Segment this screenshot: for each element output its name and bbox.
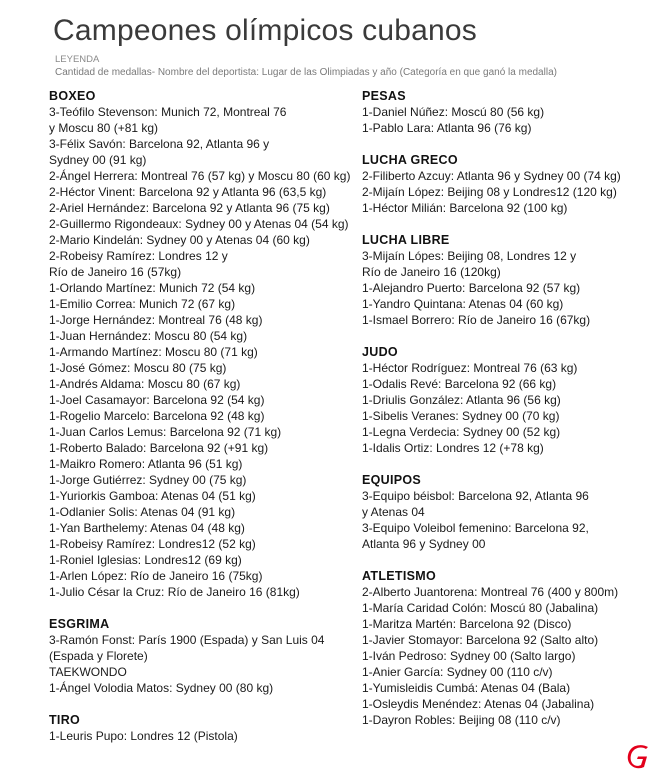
medal-entry: 1-Rogelio Marcelo: Barcelona 92 (48 kg) xyxy=(49,409,265,423)
medal-entry: 2-Mijaín López: Beijing 08 y Londres12 (120 kg) xyxy=(362,185,617,199)
section-heading: EQUIPOS xyxy=(362,473,422,487)
medal-entry: 1-Odalis Revé: Barcelona 92 (66 kg) xyxy=(362,377,557,391)
medal-entry: 3-Equipo Voleibol femenino: Barcelona 92, Atlanta 96 y Sydney 00 xyxy=(362,521,589,551)
medal-entry: 2-Filiberto Azcuy: Atlanta 96 y Sydney 00 (74 kg) xyxy=(362,169,621,183)
medal-entry: 2-Mario Kindelán: Sydney 00 y Atenas 04 (60 kg) xyxy=(49,233,310,247)
medal-entry: 1-José Gómez: Moscu 80 (75 kg) xyxy=(49,361,227,375)
medal-entry: 3-Ramón Fonst: París 1900 (Espada) y San Luis 04 (Espada y Florete) xyxy=(49,633,325,663)
medal-entry: 2-Ariel Hernández: Barcelona 92 y Atlanta 96 (75 kg) xyxy=(49,201,330,215)
medal-entry: 1-Odlanier Solis: Atenas 04 (91 kg) xyxy=(49,505,236,519)
medal-entry: 1-Ángel Volodia Matos: Sydney 00 (80 kg) xyxy=(49,681,274,695)
medal-entry: 1-Andrés Aldama: Moscu 80 (67 kg) xyxy=(49,377,241,391)
medal-entry: 1-Robeisy Ramírez: Londres12 (52 kg) xyxy=(49,537,256,551)
medal-entry: 2-Ángel Herrera: Montreal 76 (57 kg) y Moscu 80 (60 kg) xyxy=(49,169,351,183)
medal-entry: 1-Arlen López: Río de Janeiro 16 (75kg) xyxy=(49,569,263,583)
medal-entry: 1-Dayron Robles: Beijing 08 (110 c/v) xyxy=(362,713,561,727)
medal-entry: 1-Yandro Quintana: Atenas 04 (60 kg) xyxy=(362,297,564,311)
medal-entry: 1-Roniel Iglesias: Londres12 (69 kg) xyxy=(49,553,242,567)
medal-entry: 1-Julio César la Cruz: Río de Janeiro 16 (81kg) xyxy=(49,585,300,599)
medal-entry: 1-Legna Verdecia: Sydney 00 (52 kg) xyxy=(362,425,561,439)
medal-entry: 1-Yuriorkis Gamboa: Atenas 04 (51 kg) xyxy=(49,489,256,503)
section-heading: BOXEO xyxy=(49,89,96,103)
medal-entry: 2-Alberto Juantorena: Montreal 76 (400 y 800m) xyxy=(362,585,619,599)
medal-entry: 1-Anier García: Sydney 00 (110 c/v) xyxy=(362,665,553,679)
section-heading: LUCHA LIBRE xyxy=(362,233,450,247)
section-heading: LUCHA GRECO xyxy=(362,153,458,167)
section-heading: PESAS xyxy=(362,89,406,103)
medal-entry: 1-Leuris Pupo: Londres 12 (Pistola) xyxy=(49,729,238,743)
section-heading: TIRO xyxy=(49,713,81,727)
medal-entry: 1-Roberto Balado: Barcelona 92 (+91 kg) xyxy=(49,441,269,455)
medal-entry: 1-Iván Pedroso: Sydney 00 (Salto largo) xyxy=(362,649,576,663)
section-equipos xyxy=(362,472,662,552)
section-heading: ESGRIMA xyxy=(49,617,110,631)
medal-entry: 1-Ismael Borrero: Río de Janeiro 16 (67kg) xyxy=(362,313,591,327)
medal-entry: 1-Héctor Milián: Barcelona 92 (100 kg) xyxy=(362,201,568,215)
medal-entry: 1-Armando Martínez: Moscu 80 (71 kg) xyxy=(49,345,258,359)
section-atletismo xyxy=(362,568,662,728)
medal-entry: 1-Orlando Martínez: Munich 72 (54 kg) xyxy=(49,281,256,295)
granma-g-logo-icon xyxy=(626,744,652,770)
medal-entry: 1-Jorge Gutiérrez: Sydney 00 (75 kg) xyxy=(49,473,247,487)
medal-entry: 3-Mijaín Lópes: Beijing 08, Londres 12 y Río de Janeiro 16 (120kg) xyxy=(362,249,577,279)
section-judo xyxy=(362,344,662,456)
section-heading: JUDO xyxy=(362,345,398,359)
medal-entry: 3-Equipo béisbol: Barcelona 92, Atlanta 96 y Atenas 04 xyxy=(362,489,589,519)
medal-entry: 1-Maritza Martén: Barcelona 92 (Disco) xyxy=(362,617,572,631)
section-esgrima xyxy=(49,616,354,696)
medal-entry: 1-Maikro Romero: Atlanta 96 (51 kg) xyxy=(49,457,243,471)
right-column xyxy=(362,88,662,744)
medal-entry: 1-Juan Hernández: Moscu 80 (54 kg) xyxy=(49,329,248,343)
medal-entry: 1-Emilio Correa: Munich 72 (67 kg) xyxy=(49,297,236,311)
medal-entry: 1-Sibelis Veranes: Sydney 00 (70 kg) xyxy=(362,409,560,423)
medal-entry: 1-María Caridad Colón: Moscú 80 (Jabalina) xyxy=(362,601,599,615)
medal-entry: 1-Alejandro Puerto: Barcelona 92 (57 kg) xyxy=(362,281,581,295)
medal-entry: 1-Joel Casamayor: Barcelona 92 (54 kg) xyxy=(49,393,265,407)
medal-entry: 1-Driulis González: Atlanta 96 (56 kg) xyxy=(362,393,561,407)
medal-entry: 3-Félix Savón: Barcelona 92, Atlanta 96 y Sydney 00 (91 kg) xyxy=(49,137,270,167)
medal-entry: 1-Yan Barthelemy: Atenas 04 (48 kg) xyxy=(49,521,245,535)
medal-entry: 1-Héctor Rodríguez: Montreal 76 (63 kg) xyxy=(362,361,578,375)
medal-entry: 1-Idalis Ortiz: Londres 12 (+78 kg) xyxy=(362,441,544,455)
medal-entry: 2-Robeisy Ramírez: Londres 12 y Río de Janeiro 16 (57kg) xyxy=(49,249,228,279)
legend-description: Cantidad de medallas- Nombre del deportista: Lugar de las Olimpiadas y año (Categoría en que ganó la medalla) xyxy=(55,67,557,78)
section-lucha-libre xyxy=(362,232,662,328)
section-boxeo xyxy=(49,88,354,600)
medal-entry: 2-Guillermo Rigondeaux: Sydney 00 y Atenas 04 (54 kg) xyxy=(49,217,349,231)
left-column xyxy=(49,88,354,760)
medal-entry: TAEKWONDO xyxy=(49,665,127,679)
medal-entry: 3-Teófilo Stevenson: Munich 72, Montreal 76 y Moscu 80 (+81 kg) xyxy=(49,105,287,135)
legend-label: LEYENDA xyxy=(55,54,100,65)
section-tiro xyxy=(49,712,354,744)
medal-entry: 1-Pablo Lara: Atlanta 96 (76 kg) xyxy=(362,121,532,135)
section-pesas xyxy=(362,88,662,136)
medal-entry: 1-Daniel Núñez: Moscú 80 (56 kg) xyxy=(362,105,545,119)
medal-entry: 1-Javier Stomayor: Barcelona 92 (Salto alto) xyxy=(362,633,599,647)
page-title: Campeones olímpicos cubanos xyxy=(53,14,477,47)
medal-entry: 2-Héctor Vinent: Barcelona 92 y Atlanta 96 (63,5 kg) xyxy=(49,185,327,199)
medal-entry: 1-Juan Carlos Lemus: Barcelona 92 (71 kg) xyxy=(49,425,282,439)
section-heading: ATLETISMO xyxy=(362,569,436,583)
medal-entry: 1-Jorge Hernández: Montreal 76 (48 kg) xyxy=(49,313,263,327)
section-lucha-greco xyxy=(362,152,662,216)
medal-entry: 1-Osleydis Menéndez: Atenas 04 (Jabalina) xyxy=(362,697,595,711)
medal-entry: 1-Yumisleidis Cumbá: Atenas 04 (Bala) xyxy=(362,681,571,695)
